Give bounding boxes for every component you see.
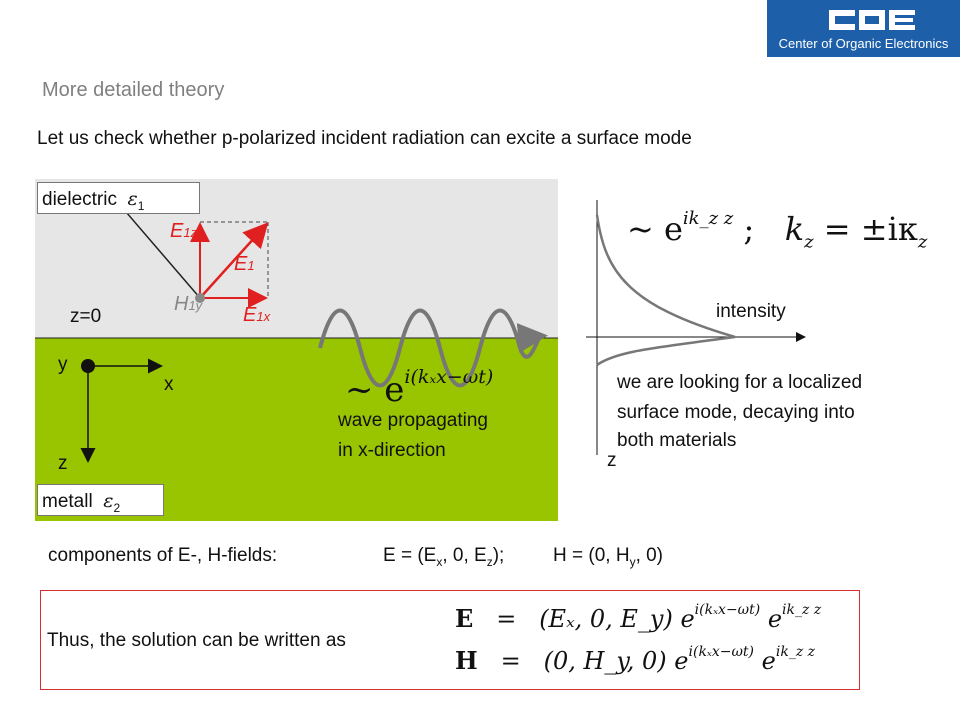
e1z-label: E1z	[170, 220, 198, 242]
solution-h-line: H = (0, H_y, 0) $e^{i(k_xx-\omega t)}$ $e^{ik\_z z}$	[455, 644, 816, 675]
dielectric-label: dielectric $\varepsilon_1$	[37, 182, 200, 214]
components-e: $E = (E_x$, 0, $E_z$);	[383, 545, 505, 569]
solution-lead: Thus, the solution can be written as	[47, 630, 346, 651]
components-h: H = (0, $H_y$, 0)	[553, 545, 664, 569]
note-line1: we are looking for a localized	[617, 372, 863, 393]
note-line2: surface mode, decaying into	[617, 402, 855, 423]
wave-caption-line2: in x-direction	[338, 440, 446, 461]
e1x-label: E1x	[243, 304, 271, 326]
section-title: More detailed theory	[42, 79, 225, 101]
wave-formula: ~ $e^{i(k_xx-\omega t)}$	[345, 365, 494, 410]
incident-ray	[120, 205, 200, 298]
headline: Let us check whether p-polarized incident radiation can excite a surface mode	[37, 128, 692, 149]
logo-caption: Center of Organic Electronics	[778, 36, 949, 51]
decay-formula: ~ $e^{ik\_z z}$ ; $k_z = \pm i\kappa_z$	[627, 208, 928, 253]
z-axis-label: z	[58, 453, 68, 474]
components-label: components of E-, H-fields:	[48, 545, 278, 566]
x-axis-label: x	[164, 374, 174, 395]
h1y-label: H1y	[174, 293, 203, 315]
wave-caption-line1: wave propagating	[338, 410, 488, 431]
note-line3: both materials	[617, 430, 737, 451]
e1-arrow	[200, 226, 265, 298]
e1-label: E1	[234, 253, 255, 275]
y-axis-label: y	[58, 354, 68, 375]
intensity-label: intensity	[716, 301, 786, 322]
metal-label: metall $\varepsilon_2$	[37, 484, 164, 516]
interface-label: z=0	[70, 306, 102, 327]
solution-e-line: E = (Eₓ, 0, E_y) $e^{i(k_xx-\omega t)}$ $e^{ik\_z z}$	[455, 602, 822, 633]
intensity-z-label: z	[607, 450, 617, 471]
